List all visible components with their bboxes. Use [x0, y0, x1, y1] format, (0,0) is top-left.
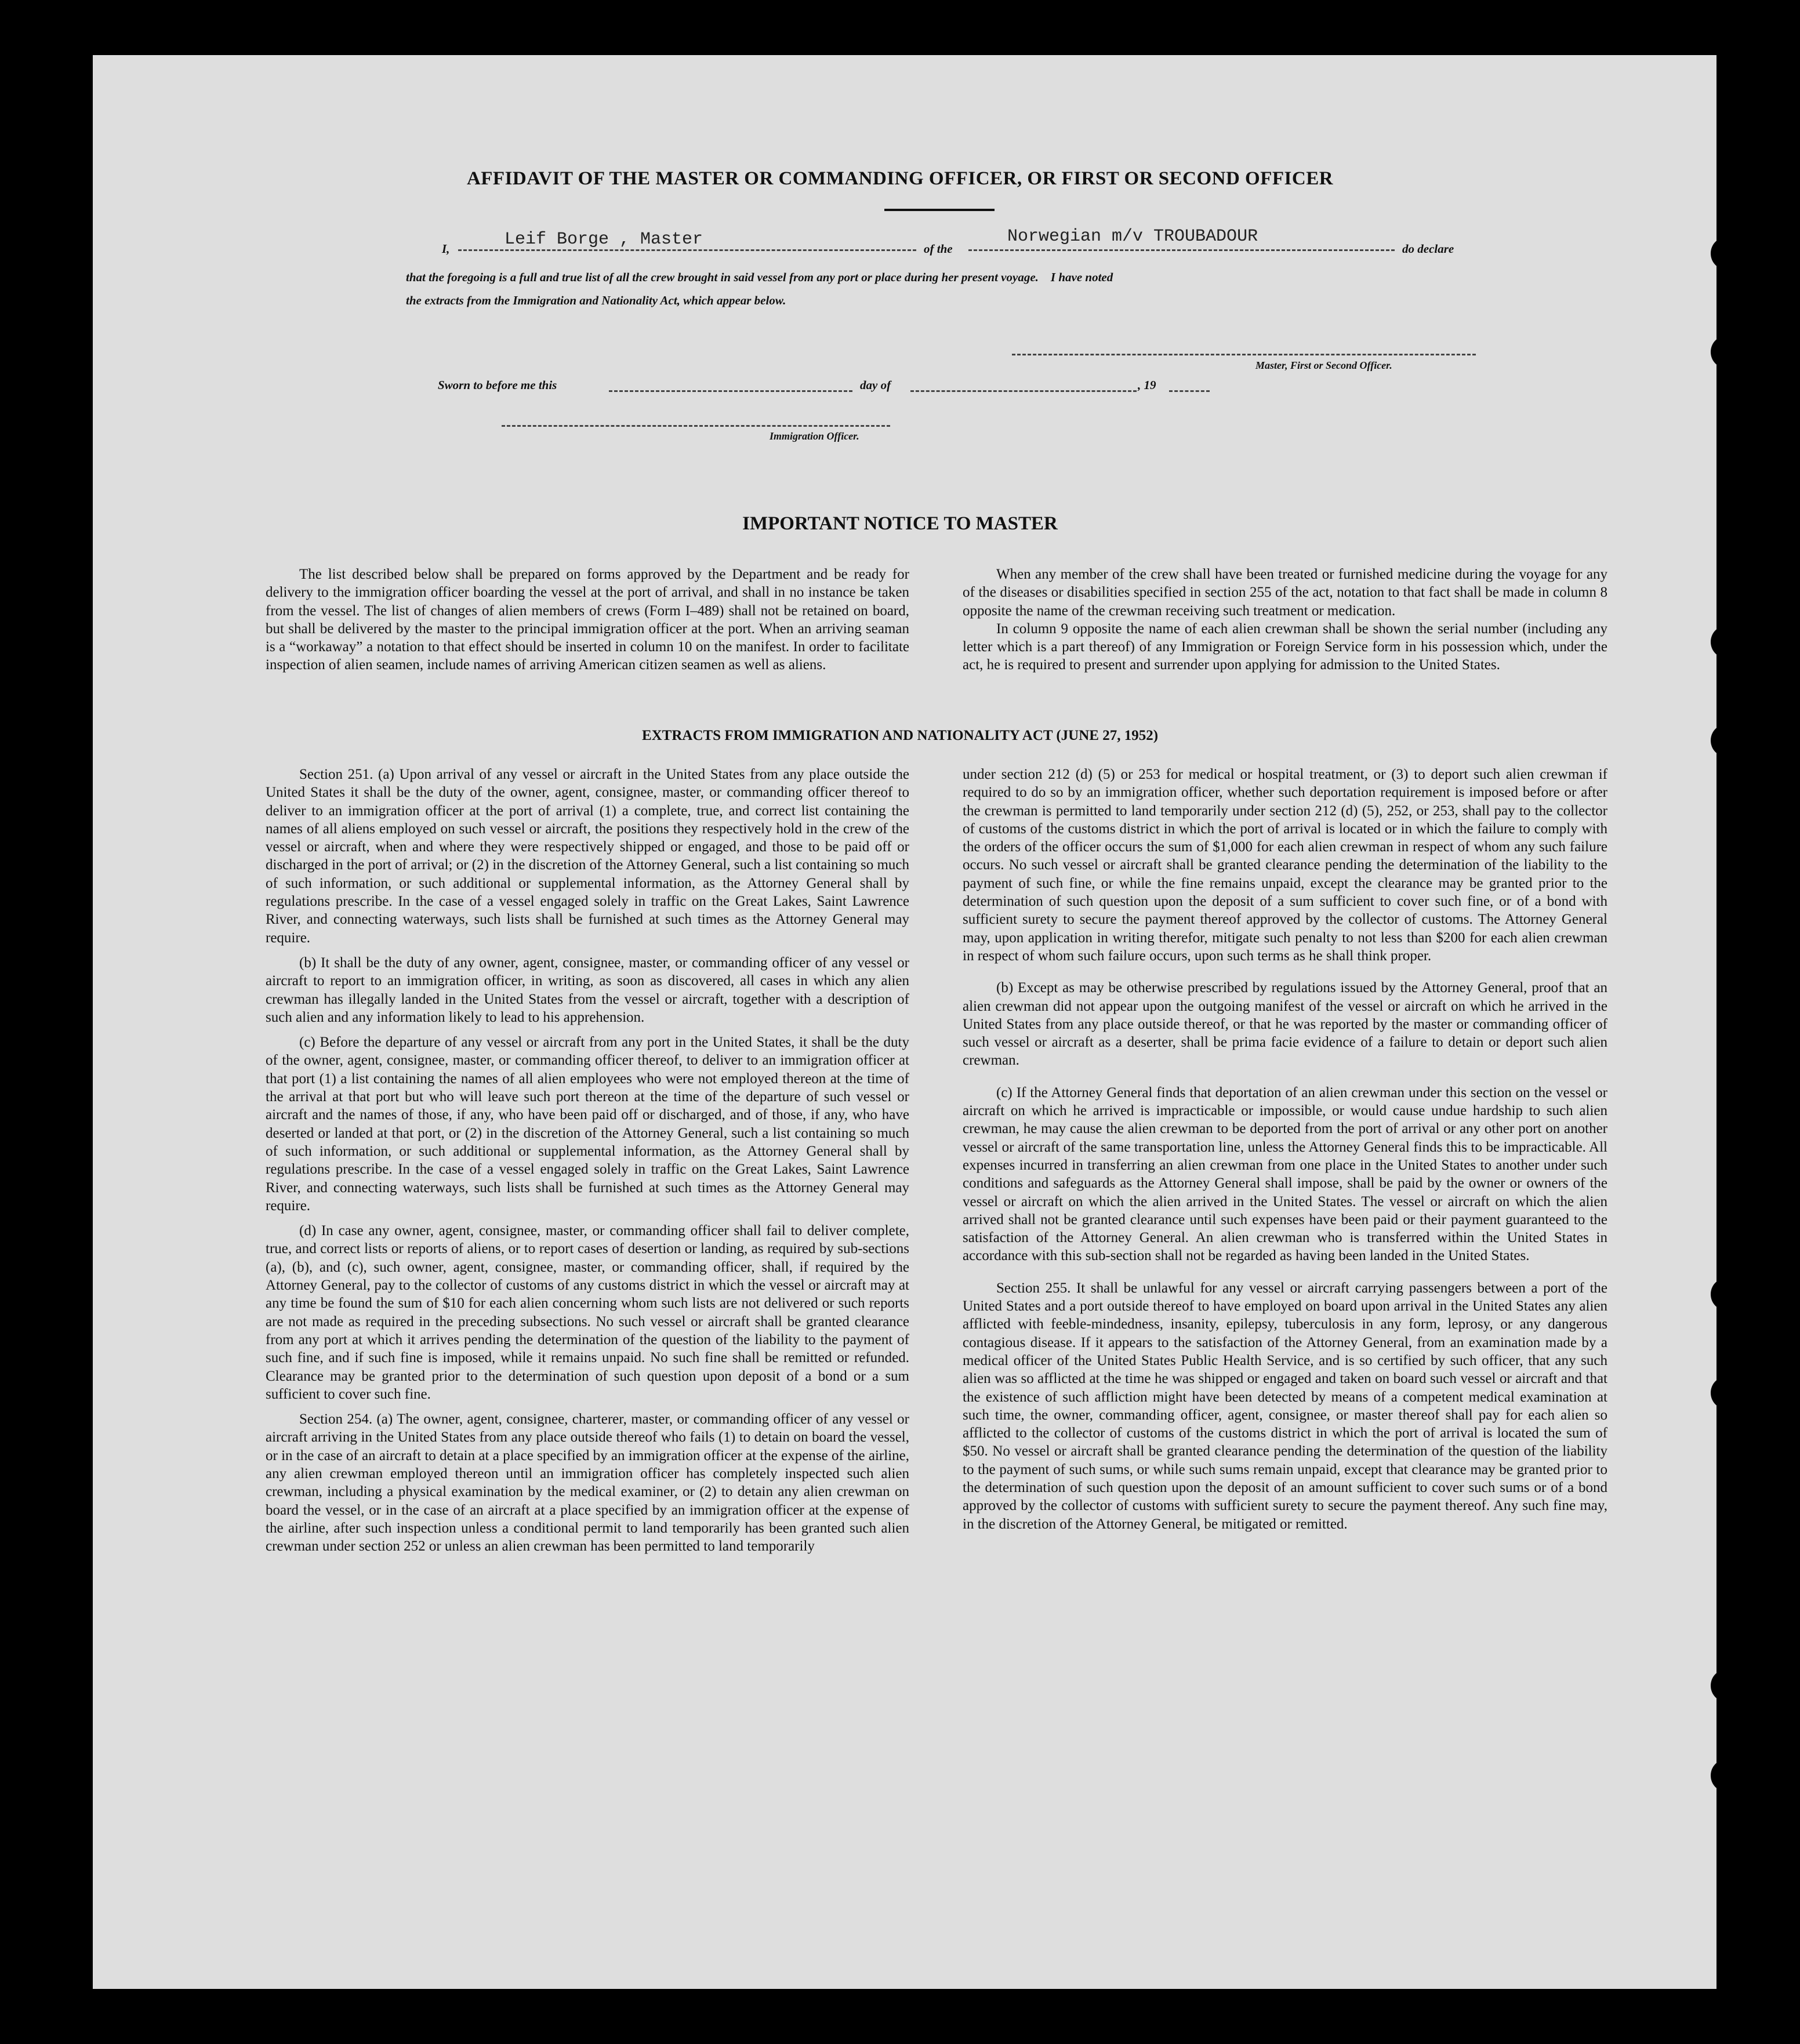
notice-title: IMPORTANT NOTICE TO MASTER [742, 513, 1058, 534]
act-paragraph: (c) Before the departure of any vessel or aircraft from any port in the United States, it shall be the duty of the owner, agent, consignee, master, or commanding officer thereof, to deliver to an immigration officer at that port (1) a list containing the names of all alien employees who were not employed thereon at the time of the arrival at that port but who will leave such port thereon at the time of the departure of such vessel or aircraft and the names of those, if any, who have been paid off or discharged, and of those, if any, who have deserted or landed at that port, or (2) in the discretion of the Attorney General, such a list containing so much of such information, or such additional or supplemental information, as the Attorney General shall by regulations prescribe. In the case of a vessel engaged solely in traffic on the Great Lakes, Saint Lawrence River, and connecting waterways, such lists shall be furnished at such times as the Attorney General may require. [266, 1034, 909, 1214]
declaration-prefix: I, [442, 242, 450, 256]
notice-right-column [963, 565, 1607, 674]
year-label: , 19 [1138, 378, 1156, 392]
officer-signature-label: Immigration Officer. [770, 430, 859, 442]
master-signature-line [1012, 354, 1476, 355]
extracts-title: EXTRACTS FROM IMMIGRATION AND NATIONALITY ACT (JUNE 27, 1952) [641, 728, 1159, 743]
title-divider [884, 209, 995, 211]
punch-hole [1711, 1377, 1740, 1408]
punch-hole [1711, 336, 1740, 368]
act-paragraph: Section 255. It shall be unlawful for any vessel or aircraft carrying passengers between a port of the United States and a port outside thereof to have employed on board upon arrival in the United States any alien afflicted with feeble-mindedness, insanity, epilepsy, tuberculosis in any form, leprosy, or any dangerous contagious disease. If it appears to the satisfaction of the Attorney General, from an examination made by a medical officer of the United States Public Health Service, and is so certified by such officer, that any such alien was so afflicted at the time he was shipped or engaged and taken on board such vessel or aircraft and that the existence of such affliction might have been detected by means of a competent medical examination at such time, the owner, commanding officer, agent, consignee, or master thereof shall pay for each alien so afflicted to the collector of customs of the customs district in which the port of arrival is located the sum of $50. No vessel or aircraft shall be granted clearance pending the determination of the question of the liability to the payment of such sums, or while such sums remain unpaid, except that clearance may be granted prior to the determination of such question upon the deposit of an amount sufficient to cover such sums or of a bond approved by the collector of customs with sufficient surety to secure the payment thereof. Any such fine may, in the discretion of the Attorney General, be mitigated or remitted. [963, 1280, 1607, 1532]
master-signature-label: Master, First or Second Officer. [1255, 360, 1392, 371]
punch-hole [1711, 1279, 1740, 1310]
sworn-label: Sworn to before me this [438, 378, 557, 392]
of-the-label: of the [924, 242, 953, 256]
act-paragraph: (d) In case any owner, agent, consignee, master, or commanding officer shall fail to deliver complete, true, and correct lists or reports of aliens, or to report cases of desertion or landing, as required by sub-sections (a), (b), and (c), such owner, agent, consignee, master, or commanding officer, shall, if required by the Attorney General, pay to the collector of customs of any customs district in which the vessel or aircraft may at any time be found the sum of $10 for each alien concerning whom such lists are not delivered or such reports are not made as required in the preceding subsections. No such vessel or aircraft shall be granted clearance from any port at which it arrives pending the determination of the question of the liability to the payment of such fine, and if such fine is imposed, while it remains unpaid. No such fine shall be remitted or refunded. Clearance may be granted prior to the determination of such question upon deposit of a bond or a sum sufficient to cover such fine. [266, 1223, 909, 1402]
master-name-field: Leif Borge , Master [505, 230, 703, 249]
vessel-field-line [968, 249, 1395, 251]
act-paragraph: (c) If the Attorney General finds that deportation of an alien crewman under this section on the vessel or aircraft on which he arrived is impracticable or impossible, or would cause undue hardship to such alien crewman, he may cause the alien crewman to be deported from the port of arrival or any other port on another vessel or aircraft of the same transportation line, unless the Attorney General finds this to be impracticable. All expenses incurred in transferring an alien crewman from one place in the United States to another under such conditions and safeguards as the Attorney General shall impose, shall be paid by the owner or owners of the vessel or aircraft on which the alien arrived in the United States. The vessel or aircraft on which the alien arrived shall not be granted clearance until such expenses have been paid or their payment guaranteed to the satisfaction of the Attorney General. An alien crewman who is transferred within the United States in accordance with this sub-section shall not be regarded as having been landed in the United States. [963, 1084, 1607, 1264]
day-of-label: day of [860, 378, 891, 392]
act-paragraph: Section 251. (a) Upon arrival of any vessel or aircraft in the United States from any place outside the United States it shall be the duty of the owner, agent, consignee, master, or commanding officer thereof to deliver to an immigration officer at the port of arrival (1) a complete, true, and correct list containing the names of all aliens employed on such vessel or aircraft, the positions they respectively hold in the crew of the vessel or aircraft, when and where they were respectively shipped or engaged, and those to be paid off or discharged in the port of arrival; or (2) in the discretion of the Attorney General, such a list containing so much of such information, or such additional or supplemental information, as the Attorney General shall by regulations prescribe. In the case of a vessel engaged solely in traffic on the Great Lakes, Saint Lawrence River, and connecting waterways, such lists shall be furnished at such times as the Attorney General may require. [266, 767, 909, 946]
vessel-name-field: Norwegian m/v TROUBADOUR [1007, 227, 1258, 246]
sworn-month-line [910, 390, 1137, 392]
notice-paragraph: When any member of the crew shall have been treated or furnished medicine during the voyage for any of the diseases or disabilities specified in section 255 of the act, notation to that fact shall be made in column 8 opposite the name of the crewman receiving such treatment or medication. [963, 567, 1607, 619]
affidavit-title: AFFIDAVIT OF THE MASTER OR COMMANDING OFFICER, OR FIRST OR SECOND OFFICER [466, 168, 1334, 189]
act-paragraph: (b) It shall be the duty of any owner, agent, consignee, master, or commanding officer of any vessel or aircraft to report to an immigration officer, in writing, as soon as discovered, all cases in which any alien crewman has illegally landed in the United States from the vessel or aircraft, together with a description of such alien and any information likely to lead to his apprehension. [266, 954, 909, 1025]
notice-paragraph: In column 9 opposite the name of each alien crewman shall be shown the serial number (including any letter which is a part thereof) of any Immigration or Foreign Service form in his possession which, under the act, he is required to present and surrender upon applying for admission to the United States. [963, 620, 1607, 673]
notice-left-column [266, 565, 909, 674]
sworn-day-line [609, 390, 852, 392]
act-paragraph: under section 212 (d) (5) or 253 for medical or hospital treatment, or (3) to deport such alien crewman if required to do so by an immigration officer, whether such deportation requirement is imposed before or after the crewman is permitted to land temporarily under section 212 (d) (5), 252, or 253, shall pay to the collector of customs of the customs district in which the port of arrival is located or in which the failure to comply with the orders of the officer occurs the sum of $1,000 for each alien crewman in respect of whom any such failure occurs. No such vessel or aircraft shall be granted clearance pending the determination of the liability to the payment of such fine, or while the fine remains unpaid, except the clearance may be granted prior to the determination of such question upon the deposit of a sum sufficient to cover such fine, or of a bond with sufficient surety to secure the payment thereof approved by the collector of customs. The Attorney General may, upon application in writing therefor, mitigate such penalty to not less than $200 for each alien crewman in respect of whom such failure occurs, upon such terms as he shall think proper. [963, 767, 1607, 964]
extracts-left-column [266, 765, 909, 1555]
do-declare-label: do declare [1402, 242, 1454, 256]
notice-paragraph: The list described below shall be prepared on forms approved by the Department and be ready for delivery to the immigration officer boarding the vessel at the port of arrival, and shall in no instance be taken from the vessel. The list of changes of alien members of crews (Form I–489) shall not be retained on board, but shall be delivered by the master to the principal immigration officer at the port. When an arriving seaman is a “workaway” a notation to that effect should be inserted in column 10 on the manifest. In order to facilitate inspection of alien seamen, include names of arriving American citizen seamen as well as aliens. [266, 567, 909, 673]
act-paragraph: Section 254. (a) The owner, agent, consignee, charterer, master, or commanding officer of any vessel or aircraft arriving in the United States from any place outside thereof who fails (1) to detain on board the vessel, or in the case of an aircraft to detain at a place specified by an immigration officer at the expense of the airline, any alien crewman employed thereon until an immigration officer has completely inspected such alien crewman, including a physical examination by the medical examiner, or (2) to detain any alien crewman on board the vessel, or in the case of an aircraft at a place specified by an immigration officer at the expense of the airline, after such inspection unless a conditional permit to land temporarily has been granted such alien crewman under section 252 or unless an alien crewman has been permitted to land temporarily [266, 1411, 909, 1555]
name-field-line [458, 249, 916, 251]
officer-signature-line [502, 425, 890, 427]
punch-hole [1711, 1670, 1740, 1701]
declaration-statement-line2: the extracts from the Immigration and Nationality Act, which appear below. [406, 293, 786, 307]
punch-hole [1711, 626, 1740, 658]
punch-hole [1711, 1760, 1740, 1791]
punch-hole [1711, 238, 1740, 269]
extracts-right-column [963, 765, 1607, 1533]
declaration-statement-line1: that the foregoing is a full and true list of all the crew brought in said vessel from any port or place during her present voyage. I have noted [406, 270, 1113, 284]
sworn-year-line [1169, 390, 1210, 392]
act-paragraph: (b) Except as may be otherwise prescribed by regulations issued by the Attorney General, proof that an alien crewman did not appear upon the outgoing manifest of the vessel or aircraft on which he arrived in the United States from any place outside thereof, or that he was reported by the master or commanding officer of such vessel or aircraft as a deserter, shall be prima facie evidence of a failure to detain or deport such alien crewman. [963, 980, 1607, 1069]
